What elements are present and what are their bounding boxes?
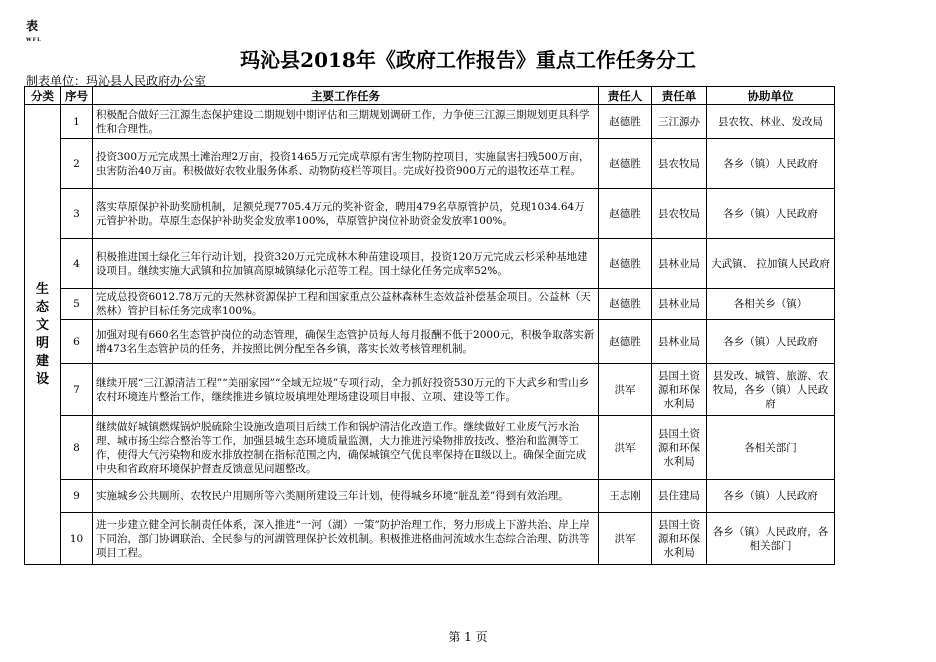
header-number: 序号 <box>61 87 93 105</box>
table-row <box>25 239 835 289</box>
responsible-unit: 三江源办 <box>652 105 707 139</box>
responsible-unit: 县国土资源和环保水利局 <box>652 364 707 416</box>
task-text: 投资300万元完成黑土滩治理2万亩，投资1465万元完成草原有害生物防控项目，实施鼠害扫残500万亩，虫害防治40万亩。积极做好农牧业服务体系、动物防疫栏等项目。完成好投资900万元的退牧还草工程。 <box>93 139 599 189</box>
header-category: 分类 <box>25 87 61 105</box>
responsible-person: 赵德胜 <box>599 139 652 189</box>
table-row <box>25 189 835 239</box>
task-table <box>24 86 835 565</box>
assisting-unit: 县农牧、林业、发改局 <box>707 105 835 139</box>
assisting-unit: 各相关乡（镇） <box>707 289 835 320</box>
table-row <box>25 513 835 565</box>
row-number: 3 <box>61 189 93 239</box>
table-row <box>25 289 835 320</box>
responsible-person: 赵德胜 <box>599 105 652 139</box>
table-row <box>25 364 835 416</box>
responsible-person: 洪军 <box>599 513 652 565</box>
responsible-unit: 县农牧局 <box>652 189 707 239</box>
table-row <box>25 480 835 513</box>
row-number: 4 <box>61 239 93 289</box>
assisting-unit: 各乡（镇）人民政府，各相关部门 <box>707 513 835 565</box>
assisting-unit: 各乡（镇）人民政府 <box>707 320 835 364</box>
assisting-unit: 各乡（镇）人民政府 <box>707 139 835 189</box>
page-title: 玛沁县2018年《政府工作报告》重点工作任务分工 <box>240 48 696 72</box>
compiling-unit: 制表单位：玛沁县人民政府办公室 <box>26 74 207 88</box>
responsible-unit: 县国土资源和环保水利局 <box>652 513 707 565</box>
assisting-unit: 各乡（镇）人民政府 <box>707 480 835 513</box>
responsible-unit: 县国土资源和环保水利局 <box>652 416 707 480</box>
responsible-unit: 县林业局 <box>652 239 707 289</box>
task-text: 继续开展“三江源清洁工程”“美丽家园”“全域无垃圾”专项行动，全力抓好投资530万元的下大武乡和雪山乡农村环境连片整治工作，继续推进乡镇垃圾填埋处理场建设项目申报、立项、建设等工作。 <box>93 364 599 416</box>
assisting-unit: 各相关部门 <box>707 416 835 480</box>
category-label: 生态文明建设 <box>35 281 49 387</box>
responsible-person: 赵德胜 <box>599 239 652 289</box>
responsible-person: 赵德胜 <box>599 289 652 320</box>
task-text: 完成总投资6012.78万元的天然林资源保护工程和国家重点公益林森林生态效益补偿基金项目。公益林（天然林）管护目标任务完成率100%。 <box>93 289 599 320</box>
corner-mark: WFL <box>26 37 42 43</box>
row-number: 6 <box>61 320 93 364</box>
responsible-person: 洪军 <box>599 416 652 480</box>
table-corner-label: 表 <box>26 19 39 33</box>
assisting-unit: 各乡（镇）人民政府 <box>707 189 835 239</box>
row-number: 2 <box>61 139 93 189</box>
row-number: 10 <box>61 513 93 565</box>
responsible-unit: 县林业局 <box>652 320 707 364</box>
responsible-unit: 县住建局 <box>652 480 707 513</box>
task-text: 实施城乡公共厕所、农牧民户用厕所等六类厕所建设三年计划，使得城乡环境“脏乱差”得到有效治理。 <box>93 480 599 513</box>
responsible-person: 王志刚 <box>599 480 652 513</box>
assisting-unit: 县发改、城管、旅游、农牧局，各乡（镇）人民政府 <box>707 364 835 416</box>
task-text: 落实草原保护补助奖励机制，足额兑现7705.4万元的奖补资金，聘用479名草原管护员，兑现1034.64万元管护补助。草原生态保护补助奖金发放率100%，草原管护岗位补助资金发放率100%。 <box>93 189 599 239</box>
responsible-person: 赵德胜 <box>599 320 652 364</box>
row-number: 9 <box>61 480 93 513</box>
table-row <box>25 105 835 139</box>
assisting-unit: 大武镇、 拉加镇人民政府 <box>707 239 835 289</box>
header-person: 责任人 <box>599 87 652 105</box>
table-row <box>25 416 835 480</box>
row-number: 7 <box>61 364 93 416</box>
responsible-unit: 县农牧局 <box>652 139 707 189</box>
responsible-person: 赵德胜 <box>599 189 652 239</box>
row-number: 5 <box>61 289 93 320</box>
row-number: 8 <box>61 416 93 480</box>
page-number: 第 1 页 <box>448 630 488 644</box>
header-unit: 责任单 <box>652 87 707 105</box>
category-cell <box>25 105 61 565</box>
header-assist: 协助单位 <box>707 87 835 105</box>
table-header-row <box>25 87 835 105</box>
task-text: 积极配合做好三江源生态保护建设二期规划中期评估和三期规划调研工作，力争使三江源三期规划更具科学性和合理性。 <box>93 105 599 139</box>
row-number: 1 <box>61 105 93 139</box>
header-task: 主要工作任务 <box>93 87 599 105</box>
task-text: 进一步建立健全河长制责任体系，深入推进“一河（湖）一策”防护治理工作，努力形成上下游共治、岸上岸下同治，部门协调联治、全民参与的河湖管理保护长效机制。积极推进格曲河流域水生态综合治理、防洪等项目工程。 <box>93 513 599 565</box>
task-text: 积极推进国土绿化三年行动计划，投资320万元完成林木种苗建设项目，投资120万元完成云杉采种基地建设项目。继续实施大武镇和拉加镇高原城镇绿化示范等工程。国土绿化任务完成率52%。 <box>93 239 599 289</box>
table-row <box>25 320 835 364</box>
responsible-person: 洪军 <box>599 364 652 416</box>
table-row <box>25 139 835 189</box>
task-text: 加强对现有660名生态管护岗位的动态管理，确保生态管护员每人每月报酬不低于2000元，积极争取落实新增473名生态管护员的任务，并按照比例分配至各乡镇，落实长效考核管理机制。 <box>93 320 599 364</box>
task-text: 继续做好城镇燃煤锅炉脱硫除尘设施改造项目后续工作和锅炉清洁化改造工作。继续做好工业废气污水治理、城市扬尘综合整治等工作，加强县城生态环境质量监测，大力推进污染物排放技改、整治和监测等工作，使得大气污染物和废水排放控制在指标范围之内，确保城镇空气优良率保持在Ⅱ级以上。确保全面完成中央和省政府环境保护督查反馈意见问题整改。 <box>93 416 599 480</box>
responsible-unit: 县林业局 <box>652 289 707 320</box>
